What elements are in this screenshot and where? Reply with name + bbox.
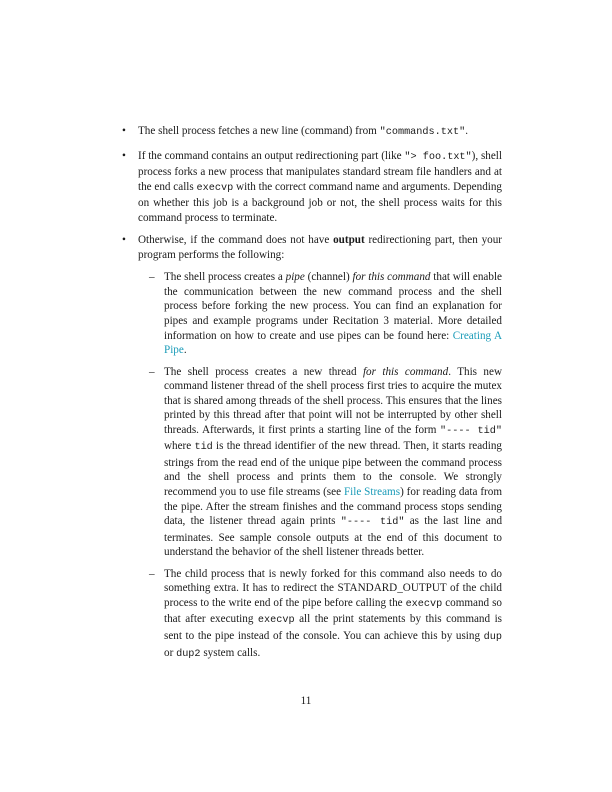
subitem-child-process	[116, 567, 502, 662]
code-foo-txt: "> foo.txt"	[404, 151, 472, 163]
bullet-marker: •	[122, 125, 126, 137]
text: command so that after executing	[164, 596, 502, 626]
text-standard-output: STANDARD_OUTPUT	[337, 582, 447, 595]
link-creating-a-pipe[interactable]: Creating A Pipe	[164, 329, 502, 357]
italic-for-this-command: for this command	[352, 271, 431, 284]
text: The child process that is newly forked for this command also needs to do something extra. It has to redirect the	[164, 567, 502, 595]
text: of the child process to the write end of the pipe before calling the	[164, 582, 502, 609]
bullet-marker: •	[122, 149, 126, 162]
text: The shell process fetches a new line (command) from	[138, 125, 380, 137]
bullet-no-output-redirection	[116, 233, 502, 262]
text: If the command contains an output redirectioning part (like	[138, 149, 405, 162]
sub-marker: –	[149, 271, 155, 284]
code-tid: tid	[194, 442, 213, 454]
text: where	[164, 440, 195, 453]
text: The shell process creates a new thread	[164, 365, 363, 378]
sub-marker: –	[149, 365, 155, 378]
code-tid-line: "---- tid"	[440, 425, 503, 437]
code-dup2: dup2	[176, 648, 201, 660]
bullet-marker: •	[122, 234, 126, 247]
code-dup: dup	[483, 631, 502, 643]
text: as the last line and terminates. See sample console outputs at the end of this document to understand the behavior of the shell listener threads better.	[164, 515, 503, 559]
text: . This new command listener thread of the shell process first tries to acquire the mutex that is shared among threads of the shell process. This ensures that the lines printed by this thread after that point will not be interrupted by other shell threads. Afterwards, it first prints a starting line of the form	[164, 365, 502, 436]
code-tid-line: "---- tid"	[340, 517, 405, 529]
italic-pipe: pipe	[285, 271, 305, 284]
bullet-fetch-line	[116, 124, 502, 141]
text: Otherwise, if the command does not have	[138, 234, 334, 247]
text: or	[164, 646, 177, 659]
sub-marker: –	[149, 567, 155, 580]
code-execvp: execvp	[257, 615, 295, 627]
page-number: 11	[300, 695, 312, 707]
text: redirectioning part, then your program performs the following:	[138, 234, 502, 261]
text: (channel)	[304, 271, 353, 284]
link-file-streams[interactable]: File Streams	[343, 486, 401, 499]
italic-for-this-command: for this command	[362, 365, 449, 378]
code-commands-txt: "commands.txt"	[379, 127, 466, 138]
text: .	[465, 125, 468, 137]
text: all the print statements by this command is sent to the pipe instead of the console. You can achieve this by using	[164, 613, 502, 642]
code-execvp: execvp	[405, 598, 443, 610]
text: is the thread identifier of the new thread. Then, it starts reading strings from the read end of the unique pipe between the command process and the shell process and prints them to the console. We strongly recommend you to use file streams (see	[164, 440, 502, 499]
text: ), shell process forks a new process that manipulates standard stream file handlers and at the end calls	[138, 149, 502, 193]
bullet-output-redirection	[116, 149, 502, 226]
text: ) for reading data from the pipe. After the stream finishes and the command process stops sending data, the listener thread again prints	[164, 486, 502, 528]
subitem-create-thread	[116, 365, 502, 560]
text: .	[183, 344, 187, 357]
page-content	[116, 124, 502, 662]
subitem-create-pipe	[116, 270, 502, 357]
text: with the correct command name and arguments. Depending on whether this job is a background job or not, the shell process waits for this command process to terminate.	[138, 180, 502, 224]
bold-output: output	[333, 234, 365, 247]
code-execvp: execvp	[196, 182, 234, 194]
text: that will enable the communication between the new command process and the shell process before forking the new process. You can find an explanation for pipes and example programs under Recitation 3 material. More detailed information on how to create and use pipes can be found here:	[164, 271, 502, 342]
text: The shell process creates a	[164, 271, 286, 284]
text: system calls.	[200, 646, 261, 659]
